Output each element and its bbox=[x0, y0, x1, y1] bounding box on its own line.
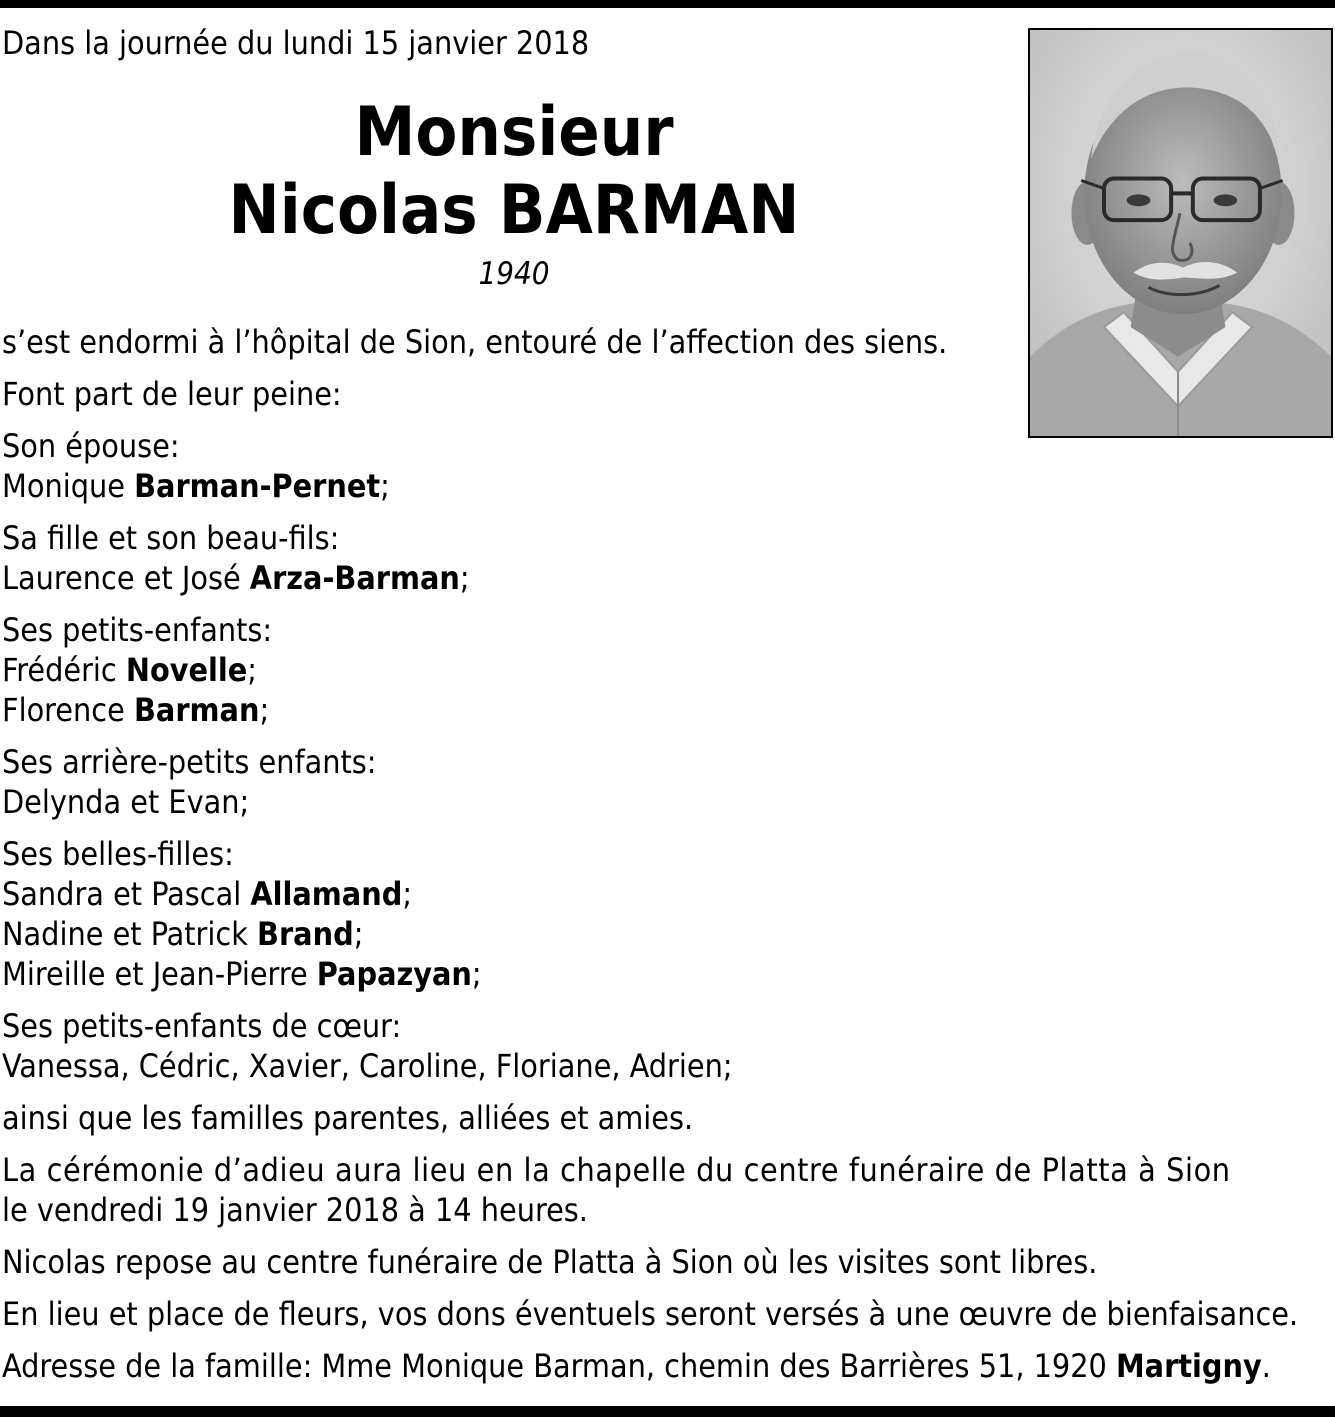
given-name: Laurence et José bbox=[2, 559, 241, 597]
surname: Novelle bbox=[125, 651, 248, 689]
heart-grandchildren-entry: Vanessa, Cédric, Xavier, Caroline, Floriane, Adrien; bbox=[2, 1047, 733, 1085]
announcement-text: Font part de leur peine: bbox=[2, 375, 342, 413]
great-grandchildren-section bbox=[2, 742, 1333, 822]
given-name: Nadine et Patrick bbox=[2, 915, 248, 953]
given-name: Mireille et Jean-Pierre bbox=[2, 955, 308, 993]
daughters-in-law-section bbox=[2, 834, 1333, 994]
grandchild-entry bbox=[2, 690, 1333, 730]
punctuation: ; bbox=[259, 691, 270, 729]
daughter-in-law-entry bbox=[2, 914, 1333, 954]
daughter-in-law-entry bbox=[2, 874, 1333, 914]
daughter-entry bbox=[2, 558, 1333, 598]
heart-grandchildren-section bbox=[2, 1006, 1333, 1086]
great-grandchildren-entry: Delynda et Evan; bbox=[2, 783, 250, 821]
surname: Papazyan bbox=[316, 955, 472, 993]
given-name: Monique bbox=[2, 467, 125, 505]
top-rule bbox=[0, 0, 1335, 8]
given-name: Florence bbox=[2, 691, 125, 729]
ceremony-line: La cérémonie d’adieu aura lieu en la chapelle du centre funéraire de Platta à Sion bbox=[2, 1151, 1231, 1189]
daughter-heading: Sa fille et son beau-fils: bbox=[2, 519, 340, 557]
address-text: Adresse de la famille: Mme Monique Barman, chemin des Barrières 51, 1920 bbox=[2, 1347, 1107, 1385]
punctuation: ; bbox=[247, 651, 257, 689]
daughter-section bbox=[2, 518, 1333, 598]
deceased-name-title bbox=[0, 94, 1028, 250]
donations-text: En lieu et place de fleurs, vos dons éventuels seront versés à une œuvre de bienfaisance. bbox=[2, 1295, 1299, 1333]
punctuation: ; bbox=[353, 915, 364, 953]
surname: Barman bbox=[133, 691, 260, 729]
punctuation: ; bbox=[459, 559, 470, 597]
spouse-heading: Son épouse: bbox=[2, 427, 180, 465]
ceremony-text bbox=[2, 1150, 1333, 1230]
grandchild-entry bbox=[2, 650, 1333, 690]
title-full-name: Nicolas BARMAN bbox=[228, 171, 800, 250]
intro-text: s’est endormi à l’hôpital de Sion, entouré de l’affection des siens. bbox=[2, 323, 948, 361]
punctuation: ; bbox=[471, 955, 482, 993]
surname: Brand bbox=[257, 915, 354, 953]
daughter-in-law-entry bbox=[2, 954, 1333, 994]
heart-grandchildren-heading: Ses petits-enfants de cœur: bbox=[2, 1007, 402, 1045]
dateline: Dans la journée du lundi 15 janvier 2018 bbox=[2, 24, 590, 62]
grandchildren-heading: Ses petits-enfants: bbox=[2, 611, 273, 649]
address-city: Martigny bbox=[1115, 1347, 1262, 1385]
bottom-rule bbox=[0, 1406, 1335, 1417]
surname: Allamand bbox=[250, 875, 403, 913]
family-address bbox=[2, 1346, 1333, 1386]
punctuation: ; bbox=[380, 467, 390, 505]
relatives-text: ainsi que les familles parentes, alliées et amies. bbox=[2, 1099, 694, 1137]
title-honorific: Monsieur bbox=[354, 93, 674, 172]
grandchildren-section bbox=[2, 610, 1333, 730]
given-name: Sandra et Pascal bbox=[2, 875, 242, 913]
spouse-entry bbox=[2, 466, 1333, 506]
ceremony-line: le vendredi 19 janvier 2018 à 14 heures. bbox=[2, 1191, 588, 1229]
punctuation: . bbox=[1261, 1347, 1271, 1385]
notice-body bbox=[2, 322, 1333, 1398]
punctuation: ; bbox=[402, 875, 413, 913]
visits-text: Nicolas repose au centre funéraire de Platta à Sion où les visites sont libres. bbox=[2, 1243, 1098, 1281]
great-grandchildren-heading: Ses arrière-petits enfants: bbox=[2, 743, 377, 781]
given-name: Frédéric bbox=[2, 651, 117, 689]
spouse-section bbox=[2, 426, 1333, 506]
surname: Arza-Barman bbox=[249, 559, 460, 597]
surname: Barman-Pernet bbox=[134, 467, 381, 505]
birth-year: 1940 bbox=[478, 256, 550, 292]
daughters-in-law-heading: Ses belles-filles: bbox=[2, 835, 234, 873]
